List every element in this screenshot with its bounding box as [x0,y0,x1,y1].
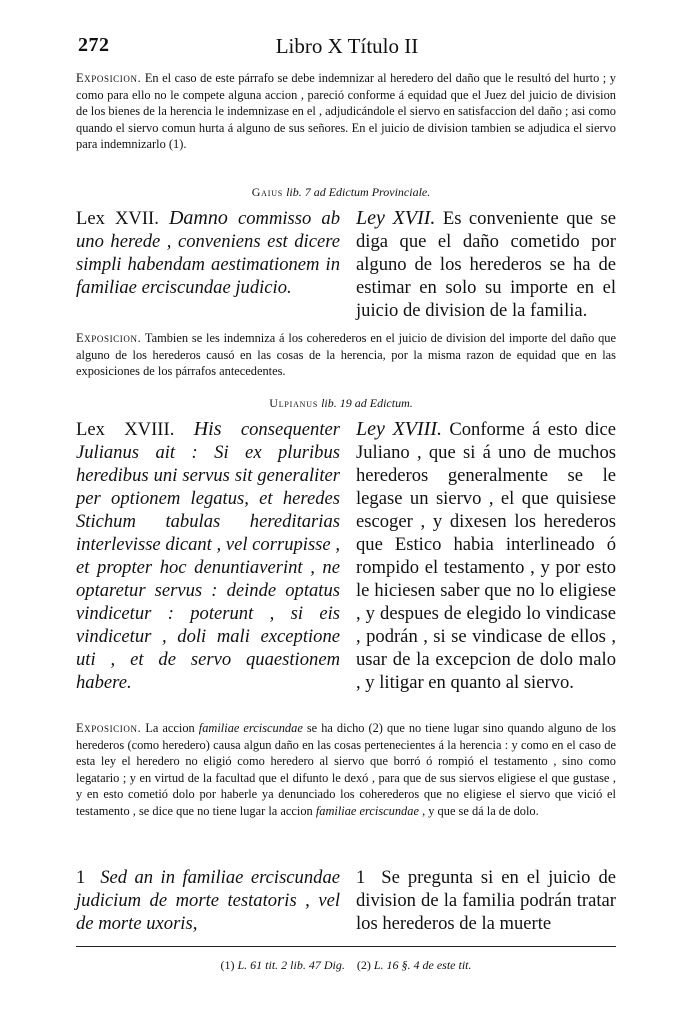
footnotes [76,958,616,973]
footnote-1-mark: (1) [220,958,235,972]
page-number: 272 [78,34,110,56]
attribution-reference: lib. 7 ad Edictum Provinciale. [286,185,431,199]
lex-17-spanish-text: Es conveniente que se diga que el daño cometido por alguno de los herederos se ha de estimar en solo su importe en el juicio de division de la familia. [356,208,616,321]
exposicion-text-before: La accion [145,721,195,735]
exposicion-italic-term: familiae erciscundae [198,721,303,735]
exposicion-label: Exposicion. [76,721,142,735]
page-header [78,34,616,64]
running-title: Libro X Título II [275,34,419,58]
source-attribution-gaius [0,185,682,200]
source-attribution-ulpianus [0,396,682,411]
exposicion-text-after: , y que se dá la de dolo. [422,803,539,818]
footnote-2-text: L. 16 §. 4 de este tit. [373,958,472,972]
exposicion-label: Exposicion. [76,331,142,345]
lex-17-latin-text: commisso ab uno herede , conveniens est dicere simpli habendam aestimationem in familiae erciscundae judicio. [76,208,340,298]
lex-17-latin-incipit: Damno [168,207,228,229]
lex-17-spanish-label: Ley XVII. [356,207,436,229]
lex-18-latin-text: consequenter Julianus ait : Si ex pluribus heredibus uni servus sit generaliter per optionem legatus, et heredes Stichum tabulas hereditarias interlevisse dicant , vel corrupisse , et propter hoc denuntiaverint , ne optaretur servus : deinde optatus vindicetur : poterunt , si eis vindicetur , doli mali exceptione uti , et de servo quaestionem habere. [76,419,340,693]
section-1-latin-number: 1 [76,867,86,888]
lex-18-spanish-text: Conforme á esto dice Juliano , que si á uno de muchos herederos generalmente se le legase un siervo , el que quisiese escoger , y dixesen los herederos que Estico habia interlineado ó rompido el testamento , y por esto le hiciesen saber que no lo eligiese , y despues de elegido lo vindicase , podrán , si se vindicase de ellos , usar de la excepcion de dolo malo , y litigar en quanto al siervo. [356,419,616,693]
lex-18-spanish [356,418,616,694]
section-1-latin [76,866,340,935]
section-1-spanish-text: Se pregunta si en el juicio de division de la familia podrán tratar los herederos de la muerte [356,867,616,934]
lex-18-latin [76,418,340,694]
exposicion-text: Tambien se les indemniza á los coherederos en el juicio de division del importe del daño que alguno de los herederos causó en las cosas de la herencia, por la misma razon de equidad que en las exposiciones de los párrafos antecedentes. [76,331,617,378]
lex-18-latin-incipit: His [193,418,222,440]
exposicion-paragraph-1 [76,70,616,153]
section-1-spanish [356,866,616,935]
exposicion-text-middle: se ha dicho (2) que no tiene lugar sino quando alguno de los herederos (como heredero) causa algun daño en las cosas pertenecientes á la herencia : y como en el caso de esta ley el heredero no eligió como heredero al siervo que borró ó rompió el testamento , sino como legatario ; y en virtud de la facultad que el difunto le dexó , para que de sus siervos eligiese el que gustase , y en esto cometió dolo por haberle ya denunciado los coherederos que no eligiese el siervo que vició el testamento , se dice que no tiene lugar la accion [76,721,616,818]
lex-18-latin-label: Lex XVIII. [76,419,175,440]
exposicion-paragraph-2 [76,330,616,380]
attribution-author: Ulpianus [269,396,319,410]
lex-17-latin-label: Lex XVII. [76,208,159,229]
lex-17-latin [76,207,340,299]
footnote-2-mark: (2) [356,958,371,972]
exposicion-text: En el caso de este párrafo se debe indemnizar al heredero del daño que le resultó del hurto ; y como para ello no le compete alguna accion , pareció conforme á equidad que el Juez del juicio de division de los bienes de la herencia le indemnizase en el , adjudicándole el siervo en satisfaccion del daño ; asi como quando el siervo comun hurta á alguno de sus señores. En el juicio de division tambien se adjudica el siervo para indemnizarlo (1). [76,71,616,151]
lex-18-spanish-label: Ley XVIII. [356,418,442,440]
lex-17-spanish [356,207,616,322]
exposicion-label: Exposicion. [76,71,142,85]
exposicion-paragraph-3 [76,720,616,819]
attribution-reference: lib. 19 ad Edictum. [321,396,413,410]
footnote-separator-rule [76,946,616,947]
section-1-spanish-number: 1 [356,867,366,888]
section-1-latin-text: Sed an in familiae erciscundae judicium de morte testatoris , vel de morte uxoris, [76,867,340,934]
attribution-author: Gaius [251,185,284,199]
footnote-1-text: L. 61 tit. 2 lib. 47 Dig. [237,958,345,972]
exposicion-italic-term: familiae erciscundae [315,803,419,818]
